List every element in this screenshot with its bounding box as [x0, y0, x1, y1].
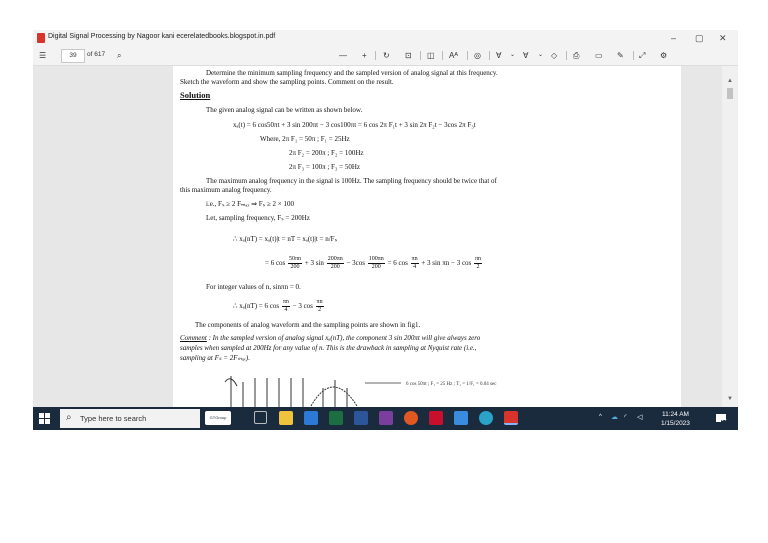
immersive-reader-icon[interactable]: ◎: [474, 51, 481, 60]
comment-text: samples when sampled at 200Hz for any value of n. This is the drawback in sampling at Nyquist rate (i.e.,: [180, 344, 477, 352]
comment-label: Comment: [180, 334, 207, 342]
equation: Where, 2π F₁ = 50π ; F₁ = 25Hz: [260, 135, 350, 143]
denominator: 200: [371, 264, 381, 270]
task-view-icon[interactable]: [254, 411, 267, 424]
numerator: πn: [411, 256, 418, 262]
scroll-up-icon[interactable]: ▲: [727, 78, 733, 84]
fraction: [316, 299, 324, 314]
problem-text: Determine the minimum sampling frequency and the sampled version of analog signal at this frequency.: [206, 69, 498, 77]
fraction: [368, 256, 385, 271]
fraction: [282, 299, 290, 314]
fraction: [288, 256, 302, 271]
toolbar-separator: [375, 51, 376, 60]
fraction: [327, 256, 344, 271]
search-icon[interactable]: ⌕: [117, 51, 122, 60]
pdf-toolbar: [33, 46, 738, 66]
zoom-in-button[interactable]: +: [362, 51, 367, 60]
fit-page-icon[interactable]: ⊡: [405, 51, 412, 60]
denominator: 200: [330, 264, 340, 270]
equation-part: ∴ xₐ(nT) = 6 cos: [233, 302, 280, 311]
file-explorer-icon[interactable]: [279, 411, 293, 425]
contents-icon[interactable]: ☰: [39, 51, 47, 60]
fullscreen-icon[interactable]: ⤢: [639, 51, 646, 60]
fraction: [474, 256, 482, 271]
toolbar-separator: [442, 51, 443, 60]
page-count: of 617: [87, 51, 106, 58]
denominator: 4: [284, 307, 288, 313]
denominator: 2: [318, 307, 322, 313]
toolbar-separator: [420, 51, 421, 60]
comment-line: : In the sampled version of analog signal xₐ(nT), the component 3 sin 200πt will give always zero: [206, 334, 481, 342]
page-view-icon[interactable]: ◫: [427, 51, 435, 60]
close-button[interactable]: ✕: [719, 33, 727, 43]
equation-part: − 3 cos: [292, 302, 313, 311]
edit-document-icon[interactable]: ✎: [617, 51, 624, 60]
pdf-file-icon: [37, 33, 45, 43]
chevron-down-icon[interactable]: ⌄: [510, 52, 516, 58]
clock-time: 11:24 AM: [661, 411, 689, 418]
window-title: Digital Signal Processing by Nagoor kani ecerelatedbooks.blogspot.in.pdf: [48, 33, 276, 40]
body-text: Let, sampling frequency, Fₛ = 200Hz: [206, 214, 310, 222]
pdf-reader-taskbar-icon[interactable]: [504, 411, 518, 425]
equation: 2π F₂ = 200π ; F₂ = 100Hz: [289, 149, 364, 157]
notification-icon[interactable]: [715, 412, 727, 424]
figure-annotation: 6 cos 50πt ; F₁ = 25 Hz ; T₁ = 1/F₁ = 0.04 sec: [406, 382, 497, 387]
toolbar-separator: [566, 51, 567, 60]
numerator: 100πn: [368, 256, 384, 262]
settings-gear-icon[interactable]: ⚙: [660, 51, 668, 60]
equation-part: − 3cos: [346, 259, 365, 268]
chevron-down-icon[interactable]: ⌄: [538, 52, 544, 58]
numerator: 50πn: [289, 256, 302, 262]
rotate-icon[interactable]: ↻: [383, 51, 390, 60]
zoom-out-button[interactable]: —: [339, 51, 347, 60]
toolbar-separator: [467, 51, 468, 60]
numerator: πn: [282, 299, 289, 305]
equation: i.e., Fₛ ≥ 2 Fₘₐₓ ⇒ Fₛ ≥ 2 × 100: [206, 200, 295, 208]
save-icon[interactable]: ▭: [595, 51, 603, 60]
taskbar-clock[interactable]: [661, 410, 690, 428]
clock-date: 1/15/2023: [661, 420, 690, 427]
notification-count: 14: [721, 417, 727, 423]
equation-part: + 3 sin: [304, 259, 324, 268]
search-icon: ⌕: [66, 412, 72, 423]
app-icon[interactable]: [429, 411, 443, 425]
comment-text: [180, 334, 480, 343]
equation-part: = 6 cos: [387, 259, 408, 268]
equation: 2π F₃ = 100π ; F₃ = 50Hz: [289, 163, 360, 171]
taskbar-search-box[interactable]: [60, 409, 200, 428]
print-icon[interactable]: ⎙: [573, 51, 580, 60]
equation: ∴ xₐ(nT) = xₐ(t)|t = nT = xₐ(t)|t = n/Fₛ: [233, 235, 338, 243]
body-text: The maximum analog frequency in the signal is 100Hz. The sampling frequency should be twice that of: [206, 177, 497, 185]
gtgroup-app-icon[interactable]: GTGroup: [205, 411, 231, 425]
minimize-button[interactable]: –: [671, 33, 677, 43]
fraction: [411, 256, 419, 271]
screen: [33, 30, 738, 430]
photos-app-icon[interactable]: [454, 411, 468, 425]
denominator: 4: [413, 264, 417, 270]
title-bar: [33, 30, 738, 46]
equation: xₐ(t) = 6 cos50πt + 3 sin 200πt − 3 cos100πt = 6 cos 2π F₁t + 3 sin 2π F₂t − 3cos 2π F₃t: [233, 121, 476, 129]
excel-icon[interactable]: [329, 411, 343, 425]
eraser-icon[interactable]: ◇: [551, 51, 558, 60]
toolbar-separator: [633, 51, 634, 60]
vertical-scrollbar[interactable]: [722, 66, 738, 407]
problem-text: Sketch the waveform and show the sampling points. Comment on the result.: [180, 78, 394, 86]
equation-part: + 3 sin πn − 3 cos: [421, 259, 472, 268]
waveform-curve: [311, 387, 357, 406]
equation-expanded: [265, 256, 483, 271]
scroll-down-icon[interactable]: ▼: [727, 396, 733, 402]
teams-icon[interactable]: [379, 411, 393, 425]
volume-icon[interactable]: ◁: [637, 414, 643, 421]
maximize-button[interactable]: ▢: [695, 33, 704, 43]
page-number-input[interactable]: 39: [61, 49, 85, 63]
body-text: The components of analog waveform and the sampling points are shown in fig1.: [195, 321, 421, 329]
denominator: 2: [476, 264, 480, 270]
taskbar: [33, 407, 738, 430]
toolbar-separator: [489, 51, 490, 60]
denominator: 200: [290, 264, 300, 270]
numerator: 200πn: [327, 256, 343, 262]
solution-heading: Solution: [180, 90, 211, 100]
read-aloud-button[interactable]: Aᴬ: [449, 51, 458, 60]
chevron-up-icon[interactable]: ^: [599, 414, 602, 420]
search-placeholder: Type here to search: [80, 414, 147, 423]
body-text: The given analog signal can be written as shown below.: [206, 106, 363, 114]
draw-icon[interactable]: ∀: [496, 51, 502, 60]
pdf-page: [173, 66, 681, 407]
comment-text: sampling at Fₛ = 2Fₘₐₓ).: [180, 354, 250, 362]
highlight-icon[interactable]: ∀: [523, 51, 529, 60]
cloud-icon[interactable]: ☁: [611, 414, 618, 421]
equation-final: [233, 299, 325, 314]
waveform-figure: [223, 376, 663, 407]
word-icon[interactable]: [354, 411, 368, 425]
edge-icon[interactable]: [479, 411, 493, 425]
mail-app-icon[interactable]: [304, 411, 318, 425]
windows-start-icon[interactable]: [39, 413, 51, 425]
numerator: πn: [316, 299, 323, 305]
firefox-icon[interactable]: [404, 411, 418, 425]
body-text: For integer values of n, sinπn = 0.: [206, 283, 301, 291]
network-icon[interactable]: ◜: [624, 414, 627, 421]
scroll-thumb[interactable]: [727, 88, 733, 99]
body-text: this maximum analog frequency.: [180, 186, 272, 194]
equation-part: = 6 cos: [265, 259, 286, 268]
numerator: πn: [475, 256, 482, 262]
